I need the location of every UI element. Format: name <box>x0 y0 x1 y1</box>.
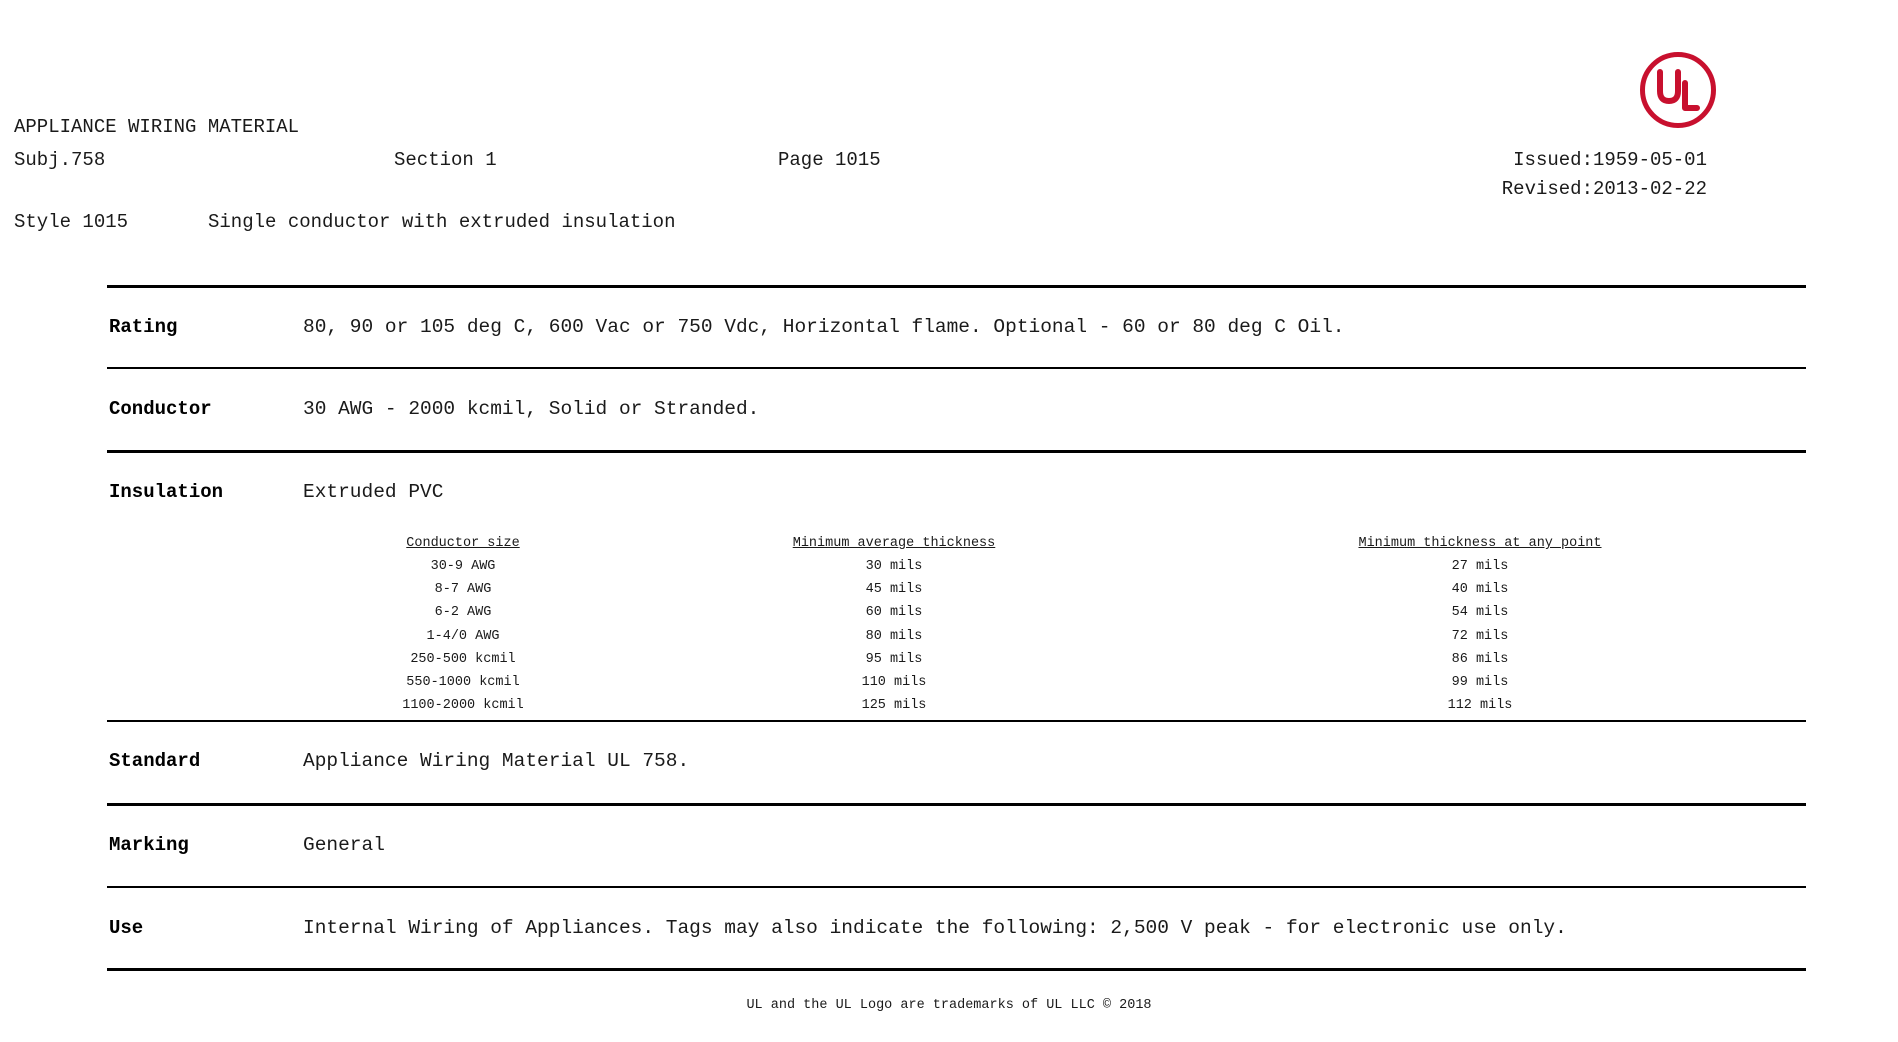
rating-label: Rating <box>109 316 178 338</box>
table-cell: 110 mils <box>861 674 927 690</box>
rating-value: 80, 90 or 105 deg C, 600 Vac or 750 Vdc, Horizontal flame. Optional - 60 or 80 deg C Oil. <box>303 316 1345 338</box>
material-title: APPLIANCE WIRING MATERIAL <box>14 116 300 138</box>
revised-date: Revised:2013-02-22 <box>1501 178 1707 200</box>
table-cell: 250-500 kcmil <box>410 651 516 667</box>
table-cell: 1-4/0 AWG <box>426 628 500 644</box>
table-cell: 30-9 AWG <box>430 559 496 574</box>
table-cell: 8-7 AWG <box>434 582 492 598</box>
table-cell: 125 mils <box>861 698 927 714</box>
column-header: Conductor size <box>406 536 520 551</box>
style-description: Single conductor with extruded insulation <box>208 211 676 233</box>
insulation-value: Extruded PVC <box>303 481 444 503</box>
table-cell: 99 mils <box>1451 674 1509 690</box>
table-cell: 550-1000 kcmil <box>406 674 520 690</box>
rule-after-rating <box>107 367 1806 369</box>
table-cell: 40 mils <box>1451 582 1509 598</box>
minimum-thickness-any-point-column <box>1300 532 1660 717</box>
table-cell: 1100-2000 kcmil <box>402 698 524 714</box>
issued-date: Issued:1959-05-01 <box>1513 149 1707 171</box>
trademark-footer: UL and the UL Logo are trademarks of UL LLC © 2018 <box>746 998 1152 1013</box>
use-value: Internal Wiring of Appliances. Tags may also indicate the following: 2,500 V peak - for electronic use only. <box>303 917 1567 939</box>
table-cell: 80 mils <box>865 628 923 644</box>
table-cell: 54 mils <box>1451 605 1509 621</box>
table-cell: 30 mils <box>865 559 923 574</box>
rule-after-insulation <box>107 720 1806 722</box>
table-cell: 95 mils <box>865 651 923 667</box>
table-bottom-rule <box>107 968 1806 971</box>
conductor-label: Conductor <box>109 398 212 420</box>
table-top-rule <box>107 285 1806 288</box>
table-cell: 27 mils <box>1451 559 1509 574</box>
standard-value: Appliance Wiring Material UL 758. <box>303 750 690 772</box>
table-cell: 60 mils <box>865 605 923 621</box>
section-number: Section 1 <box>394 149 497 171</box>
column-header: Minimum thickness at any point <box>1358 536 1602 551</box>
table-cell: 6-2 AWG <box>434 605 492 621</box>
column-header: Minimum average thickness <box>792 536 996 551</box>
table-cell: 72 mils <box>1451 628 1509 644</box>
rule-after-marking <box>107 886 1806 888</box>
subject-number: Subj.758 <box>14 149 106 171</box>
style-number: Style 1015 <box>14 211 129 233</box>
ul-logo <box>1639 51 1717 129</box>
insulation-label: Insulation <box>109 481 224 503</box>
table-cell: 112 mils <box>1447 698 1513 714</box>
rule-after-conductor <box>107 450 1806 453</box>
table-cell: 86 mils <box>1451 651 1509 667</box>
marking-label: Marking <box>109 834 189 856</box>
conductor-value: 30 AWG - 2000 kcmil, Solid or Stranded. <box>303 398 760 420</box>
page-number: Page 1015 <box>778 149 881 171</box>
conductor-size-column <box>363 532 563 717</box>
table-cell: 45 mils <box>865 582 923 598</box>
standard-label: Standard <box>109 750 201 772</box>
minimum-average-thickness-column <box>744 532 1044 717</box>
rule-after-standard <box>107 803 1806 806</box>
use-label: Use <box>109 917 144 939</box>
marking-value: General <box>303 834 385 856</box>
